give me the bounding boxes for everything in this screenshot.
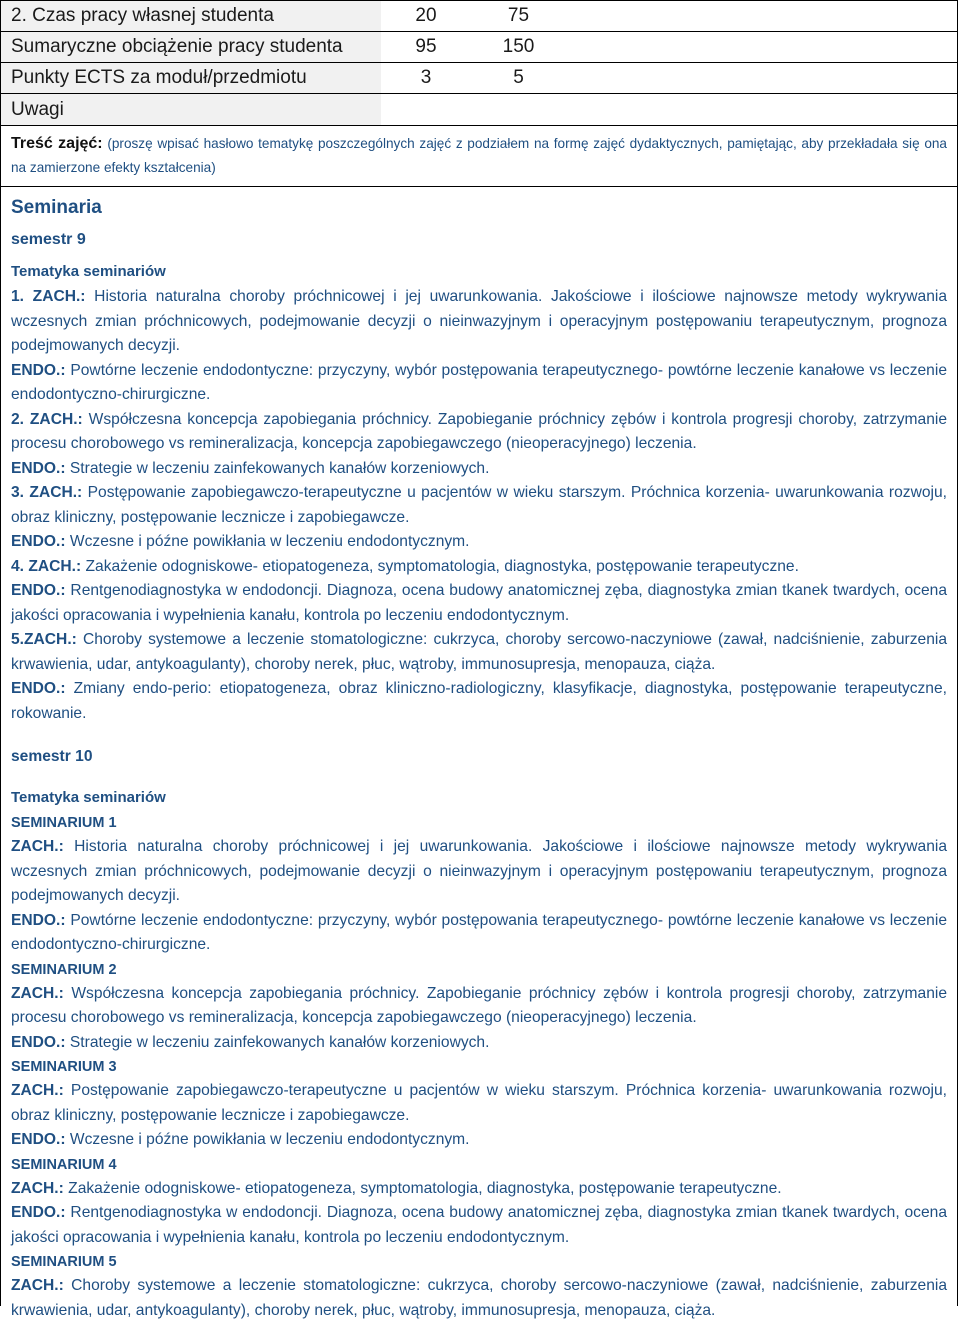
topic-text: Postępowanie zapobiegawczo-terapeutyczne u pacjentów w wieku starszym. Próchnica korzenia- uwarunkowania rozwoju, obraz kliniczny, postępowanie lecznicze i zapobiegawcze. bbox=[11, 484, 947, 526]
topic-text: Zmiany endo-perio: etiopatogeneza, obraz kliniczno-radiologiczny, klasyfikacje, diagnostyka, postępowanie terapeutyczne, rokowanie. bbox=[11, 680, 947, 722]
semester-10-heading: semestr 10 bbox=[11, 748, 93, 765]
topic-prefix: ZACH.: bbox=[11, 1179, 64, 1197]
topic-paragraph bbox=[11, 530, 947, 555]
topic-prefix: 2. ZACH.: bbox=[11, 410, 83, 428]
row-value-2: 75 bbox=[507, 5, 530, 26]
topic-prefix: ENDO.: bbox=[11, 361, 66, 379]
row-value-1: 95 bbox=[415, 36, 437, 57]
topic-prefix: ZACH.: bbox=[11, 1082, 64, 1099]
topic-prefix: ENDO.: bbox=[11, 1204, 66, 1221]
topic-text: Historia naturalna choroby próchnicowej i jej uwarunkowania. Jakościowe i ilościowe najnowsze metody wykrywania wczesnych zmian próchnicowych, podejmowanie decyzji o nieinwazyjnym i operacyjnym postępowaniu terapeutycznym, prognoza podejmowanych decyzji. bbox=[11, 288, 948, 354]
row-value-2: 5 bbox=[513, 67, 524, 88]
topic-text: Powtórne leczenie endodontyczne: przyczyny, wybór postępowania terapeutycznego- powtórne leczenie kanałowe vs leczenie endodontyczno-chirurgiczne. bbox=[11, 911, 947, 953]
topic-text: Wczesne i późne powikłania w leczeniu endodontycznym. bbox=[65, 1131, 470, 1148]
topic-text: Strategie w leczeniu zainfekowanych kanałów korzeniowych. bbox=[65, 459, 490, 477]
topic-text: Rentgenodiagnostyka w endodoncji. Diagnoza, ocena budowy anatomicznej zęba, diagnostyka zmian tkanek twardych, ocena jakości opracowania i wypełnienia kanału, kontrola po leczeniu endodontycznym. bbox=[11, 582, 947, 624]
topic-paragraph bbox=[11, 835, 947, 909]
topic-prefix: ZACH.: bbox=[11, 984, 64, 1002]
topic-paragraph bbox=[11, 677, 947, 726]
topic-prefix: ENDO.: bbox=[11, 459, 66, 477]
table-row bbox=[1, 94, 957, 126]
intro-bold: Treść zajęć: bbox=[11, 135, 103, 152]
semester-9-topics bbox=[11, 285, 947, 726]
row-value-1: 20 bbox=[415, 5, 437, 26]
intro-text: (proszę wpisać hasłowo tematykę poszczególnych zajęć z podziałem na formę zajęć dydaktycznych, pamiętając, aby przekładała się ona na zamierzone efekty kształcenia) bbox=[11, 136, 947, 175]
topic-paragraph bbox=[11, 909, 947, 958]
topic-text: Historia naturalna choroby próchnicowej i jej uwarunkowania. Jakościowe i ilościowe najnowsze metody wykrywania wczesnych zmian próchnicowych, podejmowanie decyzji o nieinwazyjnym i operacyjnym postępowaniu terapeutycznym, prognoza podejmowanych decyzji. bbox=[11, 838, 947, 904]
topic-text: Powtórne leczenie endodontyczne: przyczyny, wybór postępowania terapeutycznego- powtórne leczenie kanałowe vs leczenie endodontyczno-chirurgiczne. bbox=[11, 361, 947, 403]
row-label: 2. Czas pracy własnej studenta bbox=[1, 1, 381, 31]
topic-paragraph bbox=[11, 1274, 947, 1323]
row-label: Sumaryczne obciążenie pracy studenta bbox=[1, 32, 381, 62]
topic-paragraph bbox=[11, 1201, 947, 1250]
topic-paragraph bbox=[11, 481, 947, 530]
semester-10-topics bbox=[11, 811, 947, 1323]
topic-prefix: ZACH.: bbox=[11, 1277, 64, 1294]
row-label: Punkty ECTS za moduł/przedmiotu bbox=[1, 63, 381, 93]
topic-paragraph bbox=[11, 628, 947, 677]
content-section bbox=[1, 126, 957, 180]
topic-paragraph bbox=[11, 359, 947, 408]
seminar-label: SEMINARIUM 4 bbox=[11, 1156, 117, 1173]
topic-paragraph bbox=[11, 285, 947, 359]
topic-prefix: ENDO.: bbox=[11, 1033, 66, 1051]
row-label: Uwagi bbox=[1, 94, 381, 125]
row-value-1: 3 bbox=[420, 67, 432, 88]
topic-text: Współczesna koncepcja zapobiegania próchnicy. Zapobieganie próchnicy zębów i kontrola progresji choroby, zatrzymanie procesu chorobowego vs remineralizacja, koncepcja zapobiegawczego (nieoperacyjnego) leczenia. bbox=[11, 984, 947, 1026]
table-row bbox=[1, 63, 957, 94]
topic-text: Zakażenie odogniskowe- etiopatogeneza, symptomatologia, diagnostyka, postępowanie terapeutyczne. bbox=[63, 1179, 782, 1197]
topic-paragraph bbox=[11, 1177, 947, 1202]
content-intro bbox=[11, 132, 947, 180]
topics-heading: Tematyka seminariów bbox=[11, 263, 166, 280]
topic-text: Rentgenodiagnostyka w endodoncji. Diagnoza, ocena budowy anatomicznej zęba, diagnostyka zmian tkanek twardych, ocena jakości opracowania i wypełnienia kanału, kontrola po leczeniu endodontycznym. bbox=[11, 1204, 947, 1246]
topic-paragraph bbox=[11, 1031, 947, 1056]
seminar-label: SEMINARIUM 1 bbox=[11, 815, 117, 831]
topic-text: Choroby systemowe a leczenie stomatologiczne: cukrzyca, choroby sercowo-naczyniowe (zawał, nadciśnienie, zaburzenia krwawienia, udar, antykoagulanty), choroby nerek, płuc, wątroby, immunosupresja, menopauza, ciąża. bbox=[11, 1277, 947, 1319]
topic-paragraph bbox=[11, 1079, 947, 1128]
topic-prefix: ENDO.: bbox=[11, 582, 66, 599]
seminars-section bbox=[1, 187, 957, 1323]
topic-paragraph bbox=[11, 408, 947, 457]
topic-prefix: ENDO.: bbox=[11, 1131, 66, 1148]
seminar-label: SEMINARIUM 2 bbox=[11, 961, 117, 978]
topic-prefix: 4. ZACH.: bbox=[11, 557, 82, 575]
topic-text: Wczesne i późne powikłania w leczeniu endodontycznym. bbox=[65, 533, 470, 550]
topic-prefix: 3. ZACH.: bbox=[11, 484, 83, 501]
table-row bbox=[1, 32, 957, 63]
topic-paragraph bbox=[11, 1128, 947, 1153]
semester-9-heading: semestr 9 bbox=[11, 231, 86, 248]
topic-paragraph bbox=[11, 555, 947, 580]
topic-prefix: ZACH.: bbox=[11, 838, 64, 855]
topic-paragraph bbox=[11, 457, 947, 482]
topic-prefix: ENDO.: bbox=[11, 533, 66, 550]
table-row bbox=[1, 0, 957, 32]
seminar-label: SEMINARIUM 3 bbox=[11, 1059, 117, 1075]
topics-heading: Tematyka seminariów bbox=[11, 789, 166, 806]
seminar-label: SEMINARIUM 5 bbox=[11, 1254, 117, 1270]
topic-prefix: ENDO.: bbox=[11, 680, 66, 697]
topic-prefix: 5.ZACH.: bbox=[11, 631, 77, 648]
topic-prefix: 1. ZACH.: bbox=[11, 288, 86, 305]
topic-prefix: ENDO.: bbox=[11, 911, 66, 929]
section-title: Seminaria bbox=[11, 197, 102, 218]
ects-table bbox=[1, 0, 957, 126]
topic-paragraph bbox=[11, 579, 947, 628]
topic-paragraph bbox=[11, 982, 947, 1031]
topic-text: Choroby systemowe a leczenie stomatologiczne: cukrzyca, choroby sercowo-naczyniowe (zawał, nadciśnienie, zaburzenia krwawienia, udar, antykoagulanty), choroby nerek, płuc, wątroby, immunosupresja, menopauza, ciąża. bbox=[11, 631, 947, 673]
row-value-2: 150 bbox=[502, 36, 535, 57]
topic-text: Strategie w leczeniu zainfekowanych kanałów korzeniowych. bbox=[65, 1033, 490, 1051]
topic-text: Postępowanie zapobiegawczo-terapeutyczne u pacjentów w wieku starszym. Próchnica korzenia- uwarunkowania rozwoju, obraz kliniczny, postępowanie lecznicze i zapobiegawcze. bbox=[11, 1082, 947, 1124]
topic-text: Zakażenie odogniskowe- etiopatogeneza, symptomatologia, diagnostyka, postępowanie terapeutyczne. bbox=[81, 557, 799, 575]
topic-text: Współczesna koncepcja zapobiegania próchnicy. Zapobieganie próchnicy zębów i kontrola progresji choroby, zatrzymanie procesu chorobowego vs remineralizacja, koncepcja zapobiegawczego (nieoperacyjnego) leczenia. bbox=[11, 410, 948, 452]
